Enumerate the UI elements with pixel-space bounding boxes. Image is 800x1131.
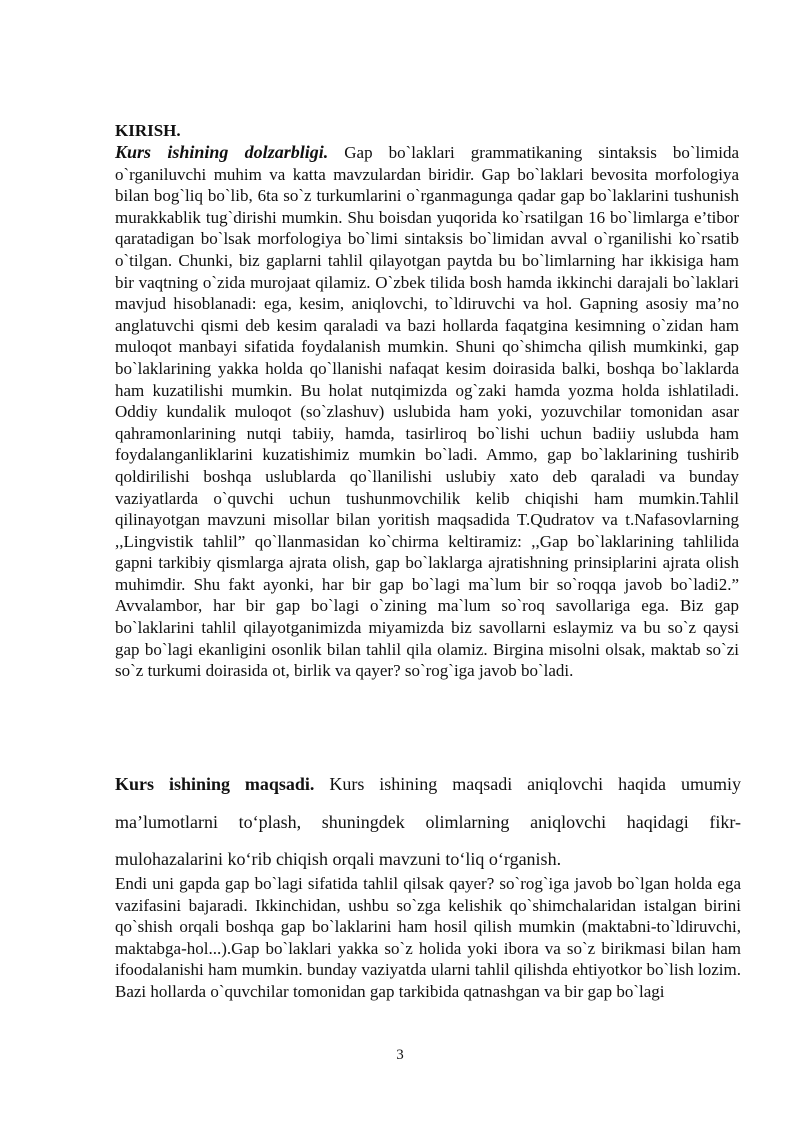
goal-paragraph xyxy=(115,766,741,879)
goal-lead: Kurs ishining maqsadi. xyxy=(115,774,315,794)
analysis-paragraph xyxy=(115,873,741,1003)
relevance-text: Gap bo`laklari grammatikaning sintaksis bo`limida o`rganiluvchi muhim va katta mavzulardan biridir. Gap bo`laklari bevosita morfologiya bilan bog`liq bo`lib, 6ta so`z turkumlarini o`rganmagunga qadar gap bo`laklarini tushunish murakkablik tug`dirishi mumkin. Shu boisdan yuqorida ko`rsatilgan 16 bo`limlarga e’tibor qaratadigan bo`lsak morfologiya bo`limi sintaksis bo`limidan avval o`rganilishi ko`rsatib o`tilgan. Chunki, biz gaplarni tahlil qilayotgan paytda bu bo`limlarning har ikkisiga ham bir vaqtning o`zida murojaat qilamiz. O`zbek tilida bosh hamda ikkinchi darajali bo`laklari mavjud hisoblanadi: ega, kesim, aniqlovchi, to`ldiruvchi va hol. Gapning asosiy ma’no anglatuvchi qismi deb kesim qaraladi va bazi hollarda faqatgina kesimning o`zidan ham muloqot manbayi sifatida foydalanish mumkin. Shuni qo`shimcha qilish mumkinki, gap bo`laklarining yakka holda qo`llanishi nafaqat kesim doirasida balki, boshqa bo`laklarda ham kuzatilishi mumkin. Bu holat nutqimizda og`zaki hamda yozma holda ishlatiladi. Oddiy kundalik muloqot (so`zlashuv) uslubida ham yoki, yozuvchilar tomonidan asar qahramonlarining nutqi tabiiy, hamda, tasirliroq bo`lishi uchun badiiy uslubda ham foydalanganliklarini kuzatishimiz mumkin bo`ladi. Ammo, gap bo`laklarining tushirib qoldirilishi boshqa uslublarda qo`llanilishi uslubiy xato deb qaraladi va bunday vaziyatlarda o`quvchi uchun tushunmovchilik kelib chiqishi ham mumkin.Tahlil qilinayotgan mavzuni misollar bilan yoritish maqsadida T.Qudratov va t.Nafasovlarning ,,Lingvistik tahlil” qo`llanmasidan ko`chirma keltiramiz: ,,Gap bo`laklarining tahlilida gapni tarkibiy qismlarga ajrata olish, gap bo`laklarga ajratishning prinsiplarini ajrata olish muhimdir. Shu fakt ayonki, har bir gap bo`lagi ma`lum bir so`roqqa javob bo`ladi2.” Avvalambor, har bir gap bo`lagi o`zining ma`lum so`roq savollariga ega. Biz gap bo`laklarini tahlil qilayotganimizda miyamizda biz savollarni eslaymiz va bu so`z qaysi gap bo`lagi ekanligini osonlik bilan tahlil qila olamiz. Birgina misolni olsak, maktab so`zi so`z turkumi doirasida ot, birlik va qayer? so`rog`iga javob bo`ladi. xyxy=(115,143,739,681)
relevance-lead: Kurs ishining dolzarbligi. xyxy=(115,142,329,162)
analysis-text: Endi uni gapda gap bo`lagi sifatida tahlil qilsak qayer? so`rog`iga javob bo`lgan holda ega vazifasini bajaradi. Ikkinchidan, ushbu so`zga kelishik qo`shimchalaridan istalgan birini qo`shish orqali boshqa gap bo`laklarini ham hosil qilish mumkin (maktabni-to`ldiruvchi, maktabga-hol...).Gap bo`laklari yakka so`z holida yoki ibora va so`z birikmasi bilan ham ifoodalanishi ham mumkin. bunday vaziyatda ularni tahlil qilishda ehtiyotkor bo`lish lozim. Bazi hollarda o`quvchilar tomonidan gap tarkibida qatnashgan va bir gap bo`lagi xyxy=(115,874,741,1001)
page-number: 3 xyxy=(396,1047,404,1063)
section-heading: KIRISH. xyxy=(115,121,181,140)
relevance-paragraph xyxy=(115,142,739,682)
goal-text: Kurs ishining maqsadi aniqlovchi haqida umumiy ma’lumotlarni to‘plash, shuningdek olimlarning aniqlovchi haqidagi fikr-mulohazalarini ko‘rib chiqish orqali mavzuni to‘liq o‘rganish. xyxy=(115,774,741,869)
